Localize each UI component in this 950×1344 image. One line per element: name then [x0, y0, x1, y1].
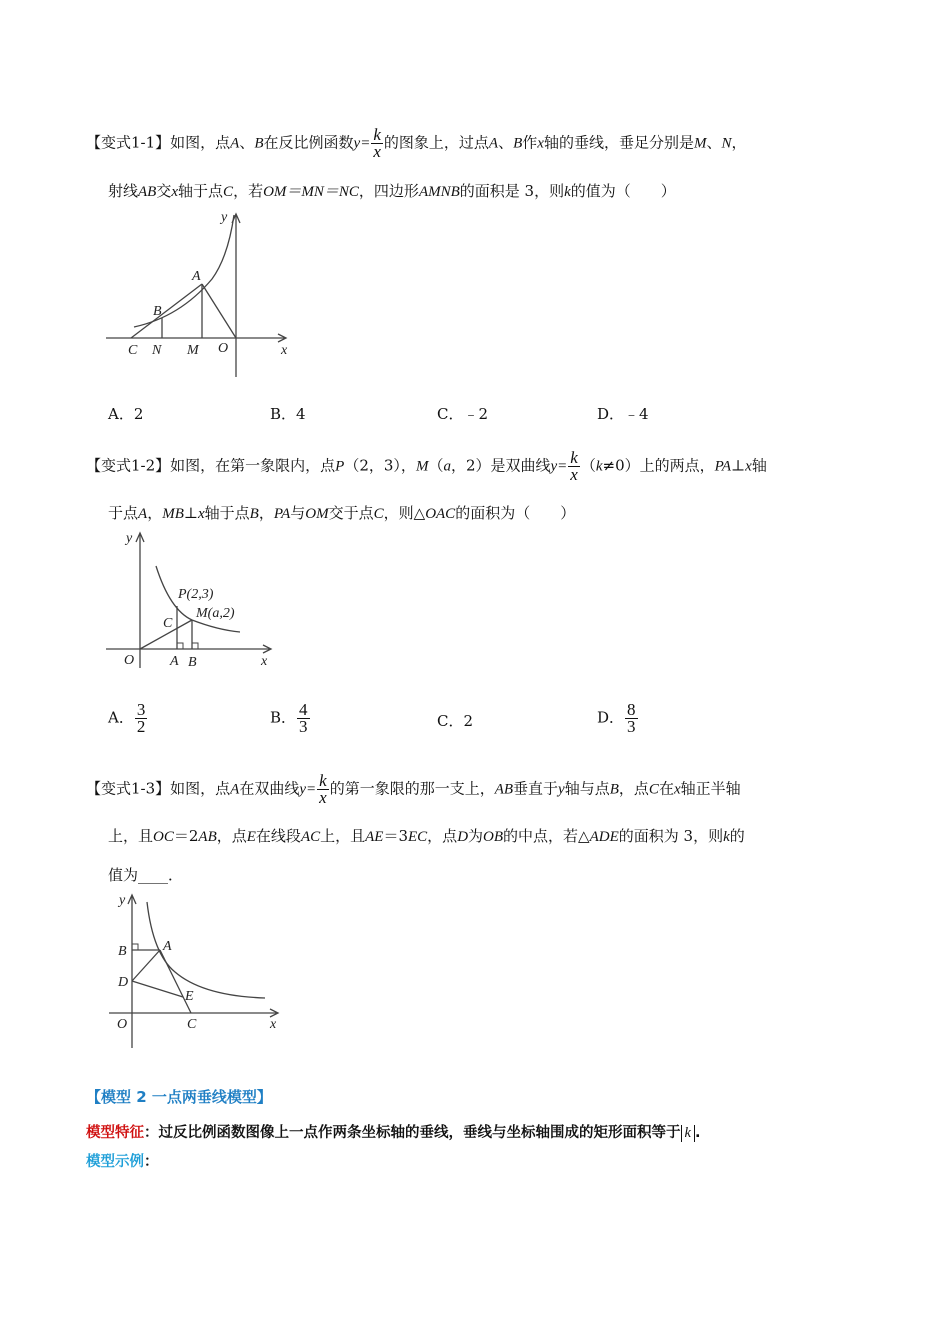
- q2-label-b: B: [188, 655, 197, 670]
- model2-heading: 【模型 2 一点两垂线模型】: [86, 1088, 272, 1106]
- q1-line2: 射线AB交x轴于点C，若OM＝MN＝NC，四边形AMNB的面积是 3，则k的值为（ ）: [108, 182, 676, 200]
- q1-label-a: A: [192, 269, 201, 284]
- q2-label-p: P(2,3): [178, 587, 214, 602]
- q3-figure: [105, 888, 285, 1052]
- model2-abs-k: k: [681, 1125, 695, 1142]
- q2-right-angle-b: [192, 643, 198, 649]
- q2-line1: 【变式1-2】如图，在第一象限内，点P（2，3），M（a，2）是双曲线y= $\frac{k}{x}$ （k≠0）上的两点，PA⊥x轴: [86, 448, 767, 484]
- q1-ray-ca: [131, 284, 202, 338]
- q3-label-e: E: [185, 989, 194, 1004]
- q2-option-d[interactable]: D． $\frac{8}{3}$: [597, 700, 636, 736]
- model2-example-label: 模型示例: [86, 1154, 144, 1170]
- q3-label-b: B: [118, 944, 127, 959]
- q3-label-a: A: [163, 939, 172, 954]
- q2-label-y: y: [126, 531, 133, 546]
- q2-label-o: O: [124, 653, 135, 668]
- q1-segment-ao: [202, 284, 236, 338]
- model2-feature-label: 模型特征: [86, 1125, 144, 1141]
- q1-label-y: y: [221, 210, 228, 225]
- q1-option-a[interactable]: A．2: [108, 405, 144, 423]
- q3-segment-de: [132, 981, 183, 997]
- q1-tag: 【变式1-1】: [86, 133, 171, 152]
- q3-segment-da: [132, 950, 160, 981]
- q1-label-b: B: [153, 304, 162, 319]
- q1-label-x: x: [281, 343, 288, 358]
- q3-label-c: C: [187, 1017, 197, 1032]
- q3-label-o: O: [117, 1017, 128, 1032]
- model2-feature-text: 过反比例函数图像上一点作两条坐标轴的垂线，垂线与坐标轴围成的矩形面积等于: [158, 1125, 681, 1141]
- model2-feature: 模型特征：过反比例函数图像上一点作两条坐标轴的垂线，垂线与坐标轴围成的矩形面积等于 k .: [86, 1125, 701, 1141]
- q3-line1: 【变式1-3】如图，点A在双曲线y= $\frac{k}{x}$ 的第一象限的那一支上，AB垂直于y轴与点B，点C在x轴正半轴: [86, 771, 741, 807]
- q3-line3: 值为____．: [108, 866, 184, 884]
- q2-label-m: M(a,2): [196, 606, 235, 621]
- q3-label-y: y: [119, 893, 126, 908]
- q2-label-c: C: [163, 616, 173, 631]
- q1-label-c: C: [128, 343, 138, 358]
- q2-option-c[interactable]: C．2: [437, 712, 474, 730]
- q1-label-m: M: [187, 343, 199, 358]
- q1-label-o: O: [218, 341, 229, 356]
- q2-option-a[interactable]: A． $\frac{3}{2}$: [108, 700, 146, 736]
- q2-option-b[interactable]: B． $\frac{4}{3}$: [270, 700, 308, 736]
- q2-right-angle-a: [177, 643, 183, 649]
- q1-label-n: N: [152, 343, 162, 358]
- q1-option-b[interactable]: B．4: [270, 405, 306, 423]
- q1-option-d[interactable]: D．﹣4: [597, 405, 649, 423]
- q1-option-c[interactable]: C．﹣2: [437, 405, 489, 423]
- q2-fraction: $\frac{k}{x}$: [570, 448, 578, 484]
- q3-tag: 【变式1-3】: [86, 779, 171, 798]
- q2-figure: [100, 528, 280, 676]
- q2-label-x: x: [261, 654, 268, 669]
- q3-right-angle-b: [132, 944, 138, 950]
- model2-example: 模型示例：: [86, 1154, 159, 1170]
- q2-label-a: A: [170, 654, 179, 669]
- q3-label-x: x: [270, 1017, 277, 1032]
- q2-line2: 于点A，MB⊥x轴于点B，PA与OM交于点C，则△OAC的面积为（ ）: [108, 504, 576, 522]
- q2-tag: 【变式1-2】: [86, 456, 171, 475]
- q3-label-d: D: [118, 975, 129, 990]
- q1-fraction: $\frac{k}{x}$: [373, 125, 381, 161]
- q3-line2: 上，且OC＝2AB，点E在线段AC上，且AE＝3EC，点D为OB的中点，若△ADE的面积为 3，则k的: [108, 827, 745, 845]
- q3-fraction: $\frac{k}{x}$: [319, 771, 327, 807]
- q1-line1: 【变式1-1】如图，点A、B在反比例函数y= $\frac{k}{x}$ 的图象上，过点A、B作x轴的垂线，垂足分别是M、N，: [86, 125, 747, 161]
- q1-figure: [100, 205, 300, 383]
